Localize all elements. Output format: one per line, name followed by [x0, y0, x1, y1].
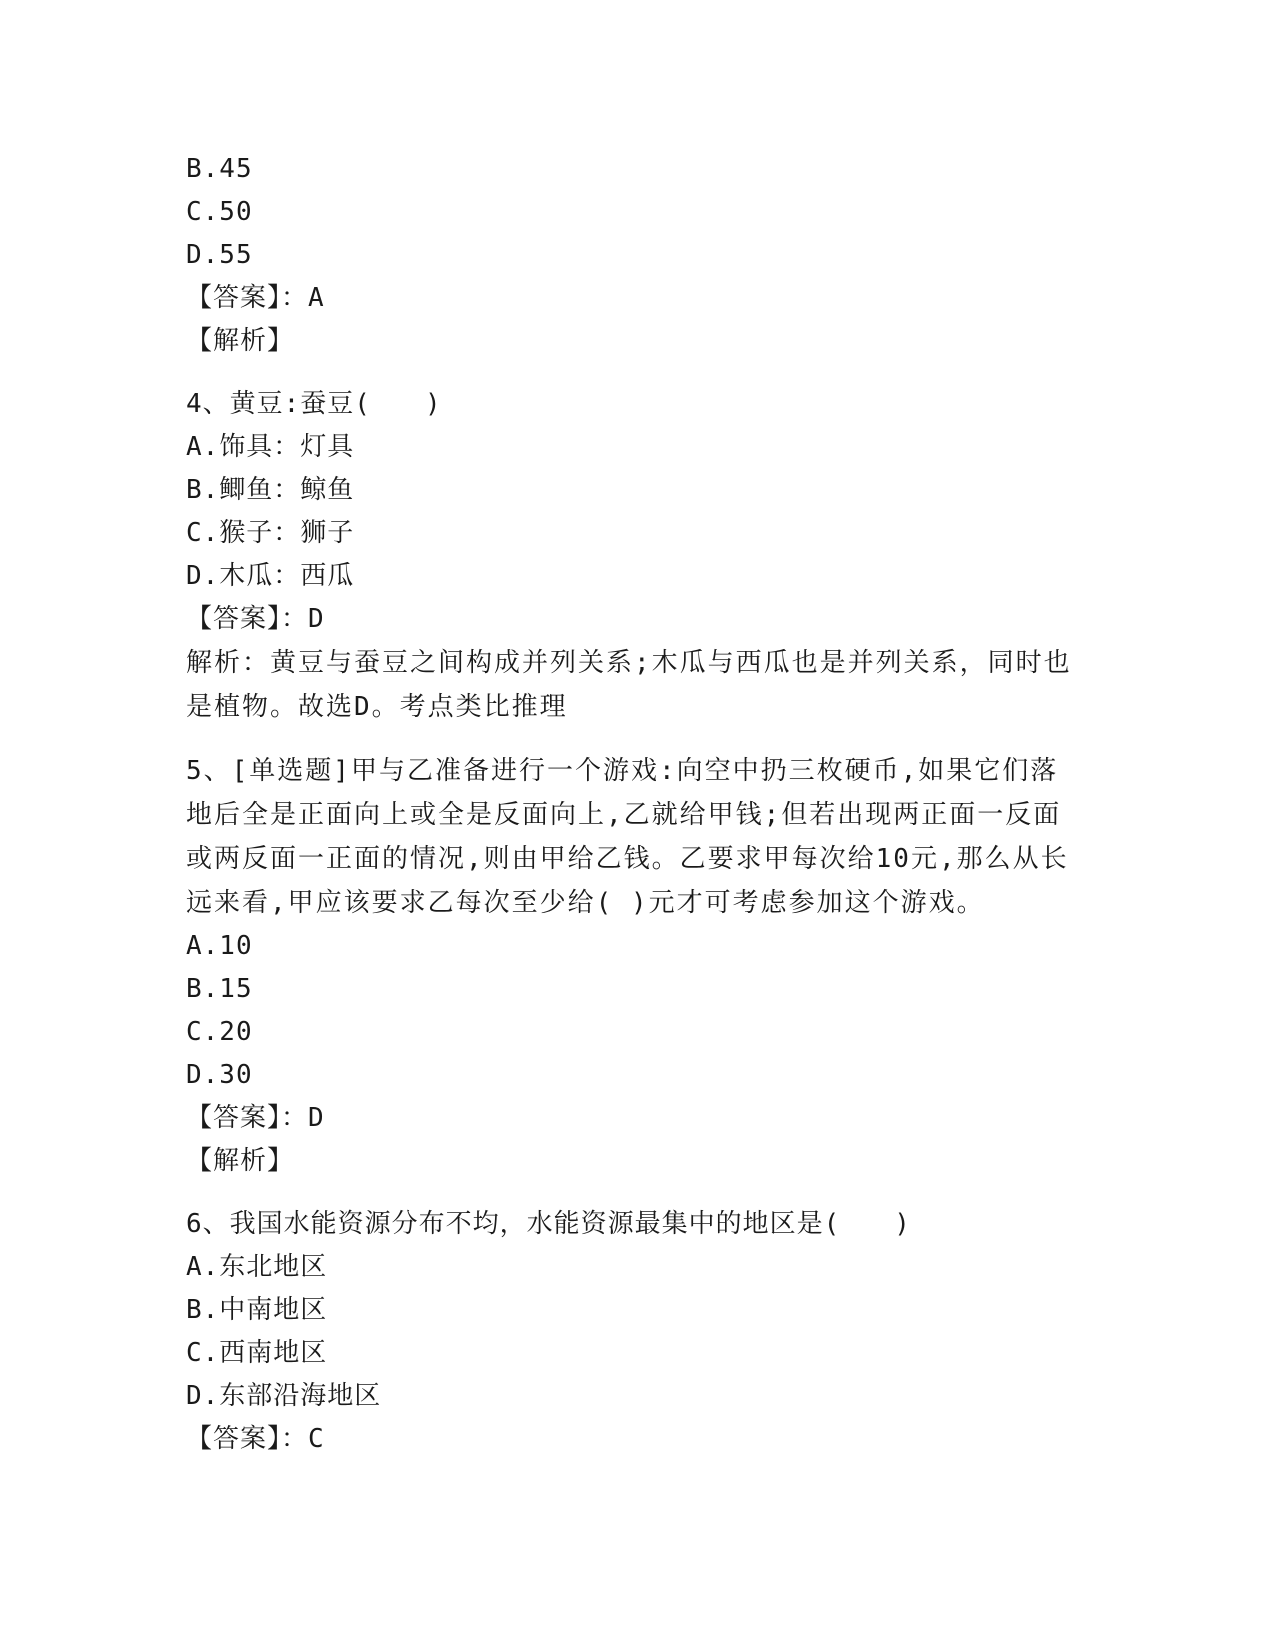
- option-d: D.55: [186, 240, 253, 270]
- question-3-tail: [186, 148, 1086, 363]
- option-b: B.15: [186, 974, 253, 1004]
- option-c: C.50: [186, 197, 253, 227]
- question-stem: 5、[单选题]甲与乙准备进行一个游戏:向空中扔三枚硬币,如果它们落地后全是正面向上或全是反面向上,乙就给甲钱;但若出现两正面一反面或两反面一正面的情况,则由甲给乙钱。乙要求甲每次给10元,那么从长远来看,甲应该要求乙每次至少给( )元才可考虑参加这个游戏。: [186, 756, 1069, 918]
- question-6: [186, 1203, 1086, 1461]
- question-4: [186, 383, 1086, 729]
- analysis-label: 【解析】: [186, 1146, 295, 1176]
- option-a: A.10: [186, 931, 253, 961]
- option-d: D.木瓜：西瓜: [186, 561, 355, 591]
- option-c: C.20: [186, 1017, 253, 1047]
- option-a: A.东北地区: [186, 1252, 328, 1282]
- option-b: B.鲫鱼：鲸鱼: [186, 475, 355, 505]
- answer-line: 【答案】：C: [186, 1424, 325, 1454]
- option-a: A.饰具：灯具: [186, 432, 355, 462]
- option-d: D.30: [186, 1060, 253, 1090]
- option-c: C.猴子：狮子: [186, 518, 355, 548]
- option-d: D.东部沿海地区: [186, 1381, 382, 1411]
- option-b: B.中南地区: [186, 1295, 328, 1325]
- document-page: [186, 148, 1086, 1461]
- answer-line: 【答案】：D: [186, 1103, 325, 1133]
- question-5: [186, 749, 1086, 1183]
- question-stem: 4、黄豆:蚕豆( ): [186, 389, 442, 419]
- answer-line: 【答案】：A: [186, 283, 325, 313]
- analysis-label: 【解析】: [186, 326, 295, 356]
- option-b: B.45: [186, 154, 253, 184]
- analysis-text: 解析：黄豆与蚕豆之间构成并列关系;木瓜与西瓜也是并列关系，同时也是植物。故选D。考点类比推理: [186, 648, 1072, 722]
- question-stem: 6、我国水能资源分布不均，水能资源最集中的地区是( ): [186, 1209, 911, 1239]
- answer-line: 【答案】：D: [186, 604, 325, 634]
- option-c: C.西南地区: [186, 1338, 328, 1368]
